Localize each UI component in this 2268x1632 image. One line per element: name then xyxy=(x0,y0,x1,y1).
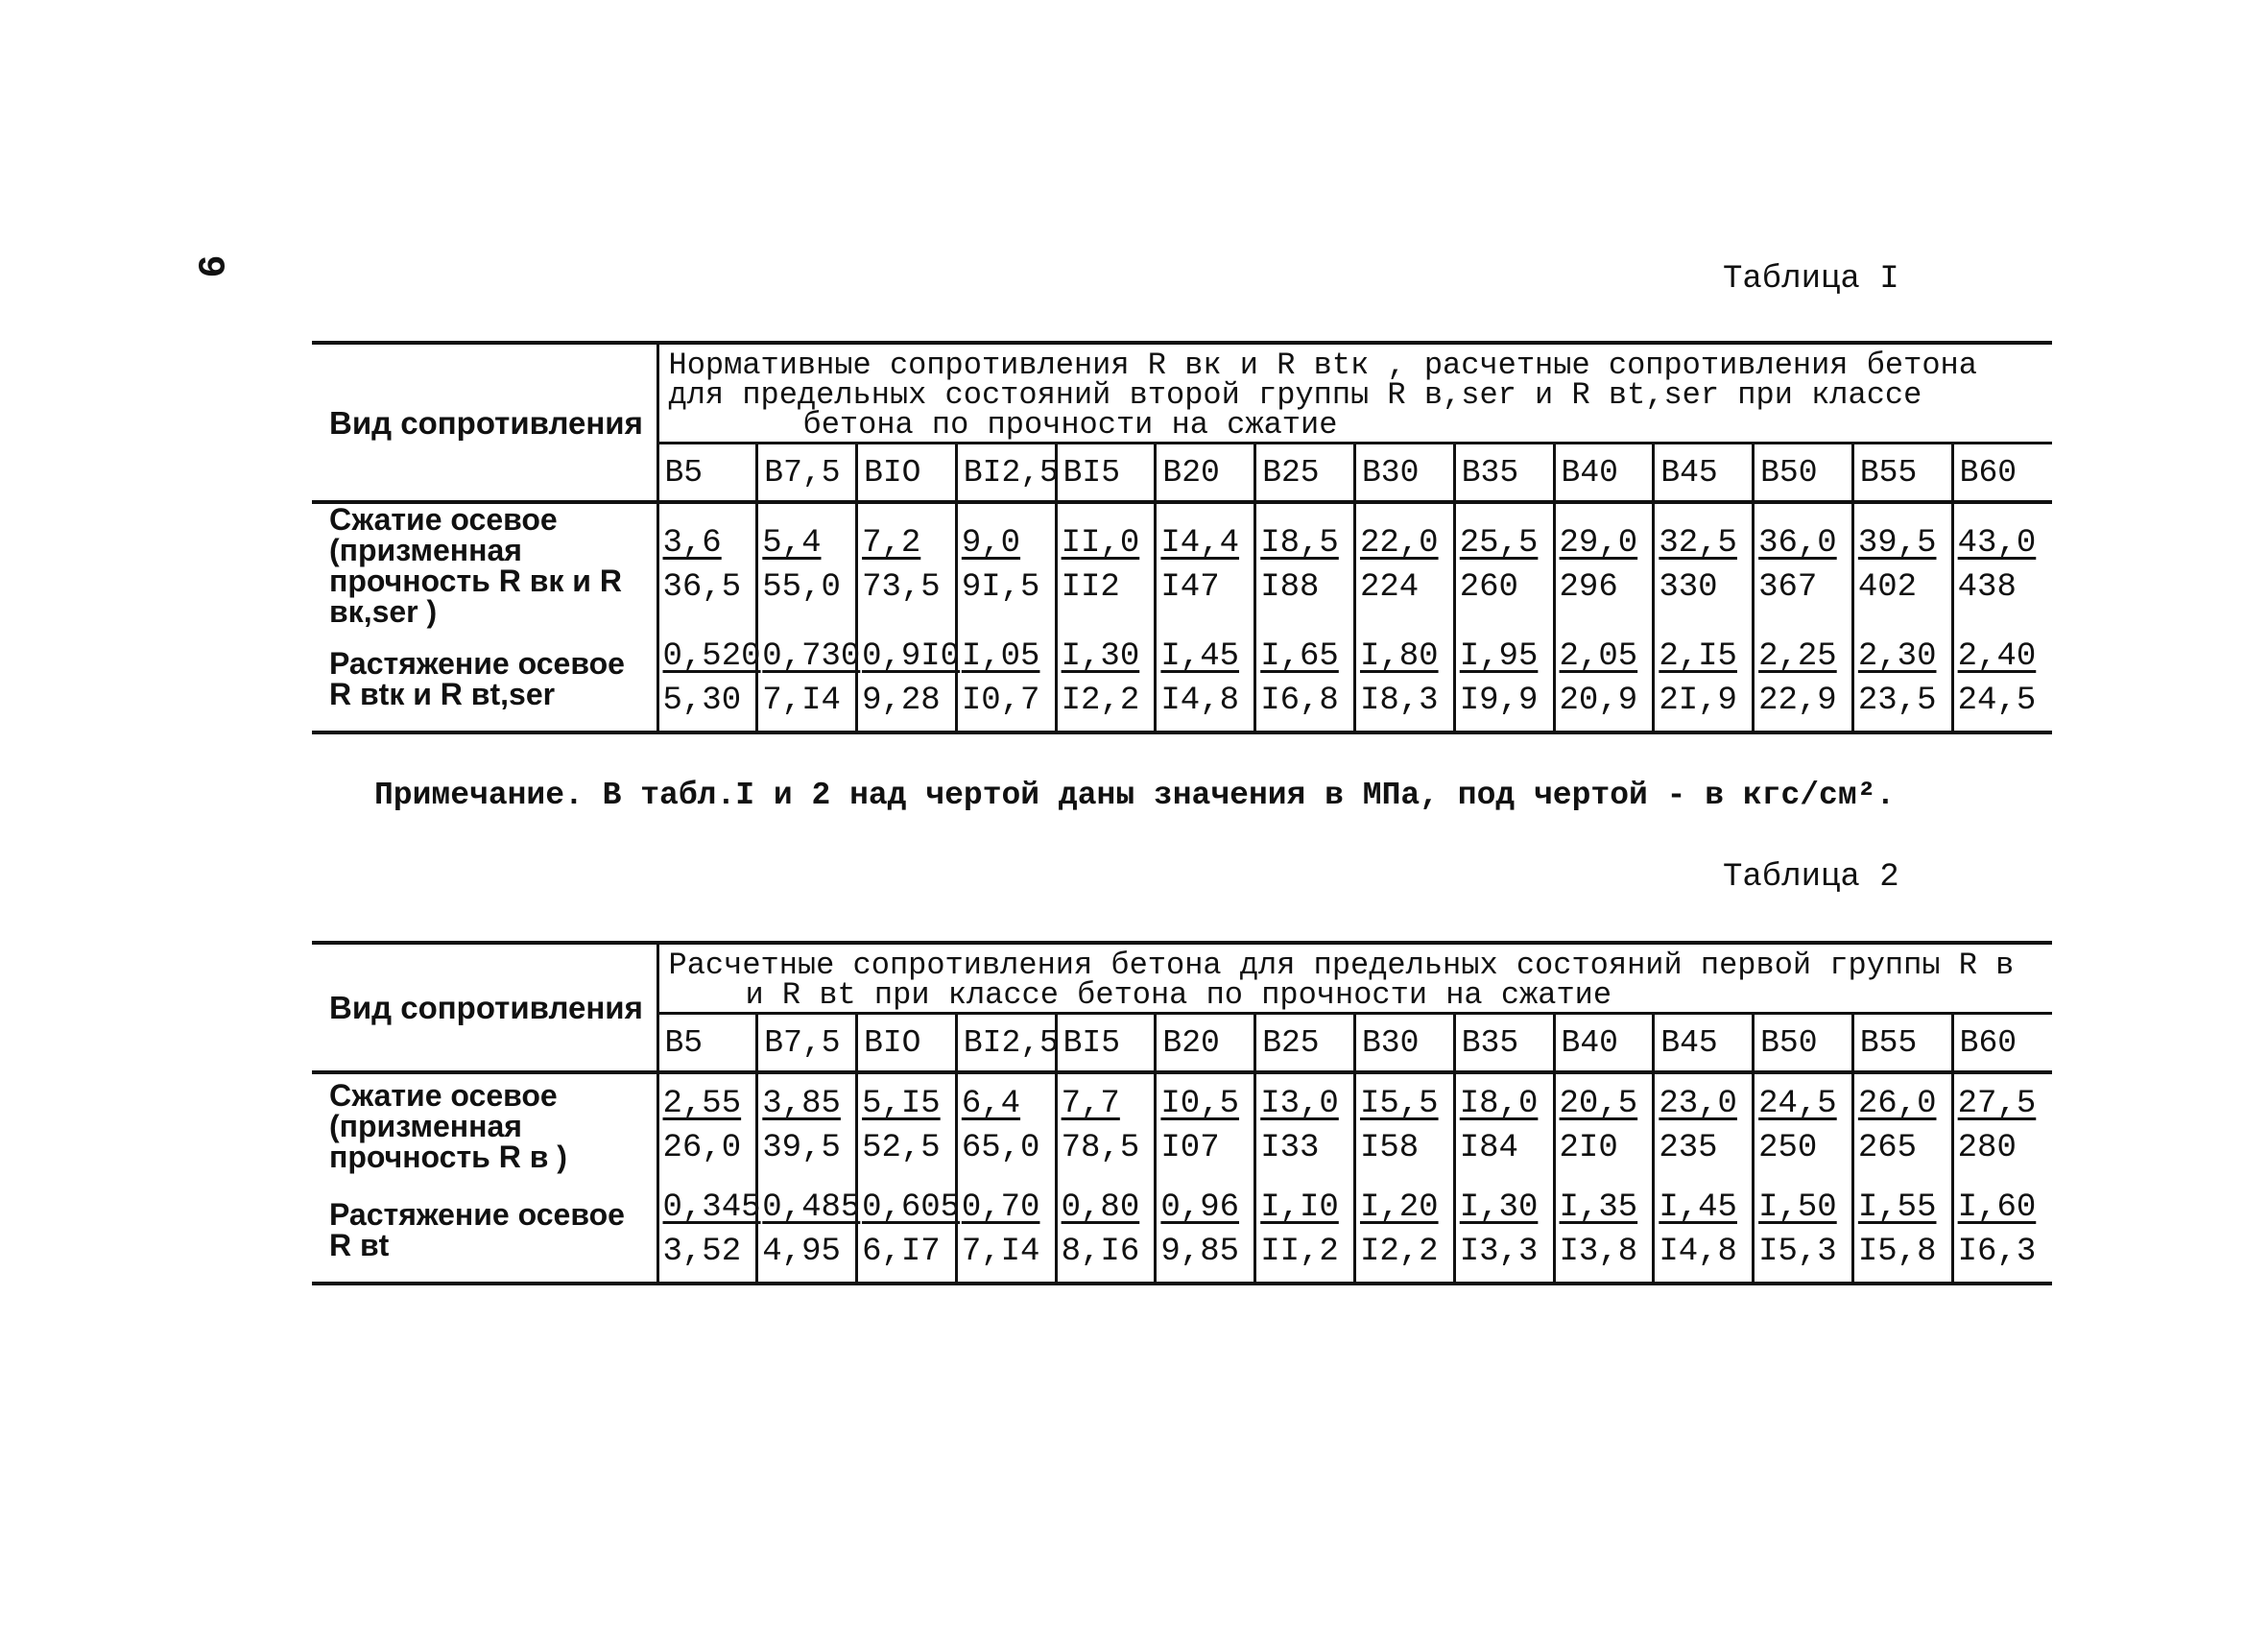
value-kgf: 402 xyxy=(1857,569,1918,606)
value-mpa: 26,0 xyxy=(1857,1086,1937,1122)
value-mpa: I4,4 xyxy=(1160,525,1240,562)
value-kgf: I6,3 xyxy=(1957,1234,2037,1270)
value-kgf: I33 xyxy=(1260,1130,1320,1166)
grade-cell: В40 xyxy=(1554,1014,1654,1073)
table1-row-label: Растяжение осевое R вtк и R вt,ser xyxy=(312,627,657,732)
value-kgf: 24,5 xyxy=(1957,683,2037,719)
value-mpa: I3,0 xyxy=(1260,1086,1339,1122)
value-cell xyxy=(657,502,757,627)
value-mpa: 5,4 xyxy=(762,525,822,562)
value-kgf: 7,I4 xyxy=(961,1234,1040,1270)
value-kgf: 26,0 xyxy=(662,1130,742,1166)
value-cell xyxy=(1754,502,1853,627)
value-kgf: 260 xyxy=(1459,569,1518,606)
value-cell xyxy=(1354,1178,1454,1284)
value-mpa: 27,5 xyxy=(1957,1086,2037,1122)
value-kgf: I5,3 xyxy=(1758,1234,1837,1270)
value-kgf: 39,5 xyxy=(762,1130,841,1166)
value-kgf: II,2 xyxy=(1260,1234,1339,1270)
value-cell xyxy=(1852,1072,1952,1178)
value-kgf: I4,8 xyxy=(1659,1234,1737,1270)
value-cell xyxy=(1156,1072,1255,1178)
value-cell xyxy=(1156,1178,1255,1284)
value-cell xyxy=(857,1072,957,1178)
value-cell xyxy=(956,502,1056,627)
table-note: Примечание. В табл.I и 2 над чертой даны значения в МПа, под чертой - в кгс/см². xyxy=(374,778,1896,813)
value-cell xyxy=(657,1178,761,1284)
value-mpa: 2,55 xyxy=(662,1086,742,1122)
value-cell xyxy=(1654,1178,1754,1284)
value-cell xyxy=(1952,1178,2052,1284)
value-kgf: 78,5 xyxy=(1061,1130,1140,1166)
page-number: 9 xyxy=(186,254,230,278)
value-cell xyxy=(1255,627,1355,732)
grade-cell: В5 xyxy=(657,1014,757,1073)
table1-row-tension xyxy=(312,627,2052,732)
grade-cell: В50 xyxy=(1754,444,1853,503)
value-mpa: I,45 xyxy=(1160,638,1240,675)
value-kgf: 3,52 xyxy=(662,1234,742,1270)
value-cell xyxy=(1554,1178,1654,1284)
value-cell xyxy=(1754,1072,1853,1178)
grade-cell: ВI2,5 xyxy=(956,1014,1056,1073)
value-kgf: I9,9 xyxy=(1459,683,1539,719)
value-kgf: 65,0 xyxy=(961,1130,1040,1166)
value-cell xyxy=(857,1178,961,1284)
value-mpa: 7,2 xyxy=(862,525,921,562)
value-kgf: I3,3 xyxy=(1459,1234,1539,1270)
value-mpa: I,95 xyxy=(1459,638,1539,675)
value-cell xyxy=(1354,502,1454,627)
value-kgf: 73,5 xyxy=(862,569,941,606)
value-mpa: 9,0 xyxy=(961,525,1021,562)
value-kgf: 52,5 xyxy=(862,1130,941,1166)
value-cell xyxy=(1852,1178,1952,1284)
value-kgf: I88 xyxy=(1260,569,1320,606)
value-cell xyxy=(1754,627,1853,732)
value-cell xyxy=(657,1072,757,1178)
value-cell xyxy=(1554,1072,1654,1178)
value-cell xyxy=(1056,627,1156,732)
value-cell xyxy=(1454,1072,1554,1178)
value-mpa: 3,85 xyxy=(762,1086,841,1122)
value-kgf: 2I,9 xyxy=(1659,683,1737,719)
grade-cell: ВIO xyxy=(857,1014,957,1073)
value-cell xyxy=(1156,502,1255,627)
grade-cell: В35 xyxy=(1454,444,1554,503)
table1-header-line1: Нормативные сопротивления R вк и R вtк , расчетные сопротивления бетона xyxy=(668,348,1977,383)
value-mpa: 2,I5 xyxy=(1659,638,1737,675)
value-mpa: 32,5 xyxy=(1659,525,1737,562)
value-kgf: I58 xyxy=(1359,1130,1420,1166)
value-kgf: 8,I6 xyxy=(1061,1234,1140,1270)
grade-cell: В5 xyxy=(657,444,757,503)
table2-header-line2: и R вt при классе бетона по прочности на сжатие xyxy=(745,977,1612,1013)
value-cell xyxy=(1454,502,1554,627)
value-cell xyxy=(757,627,861,732)
value-kgf: 235 xyxy=(1659,1130,1718,1166)
value-cell xyxy=(857,502,957,627)
value-cell xyxy=(1852,502,1952,627)
table2 xyxy=(312,941,2052,1285)
table1-kind-header: Вид сопротивления xyxy=(312,343,657,502)
table2-row-tension xyxy=(312,1178,2052,1284)
value-cell xyxy=(857,627,961,732)
value-kgf: I5,8 xyxy=(1857,1234,1937,1270)
value-kgf: I3,8 xyxy=(1559,1234,1638,1270)
value-mpa: 7,7 xyxy=(1061,1086,1120,1122)
grade-cell: В60 xyxy=(1952,444,2052,503)
grade-cell: В20 xyxy=(1156,444,1255,503)
table1-caption: Таблица I xyxy=(1723,261,1899,298)
value-cell xyxy=(1554,627,1654,732)
value-mpa: II,0 xyxy=(1061,525,1140,562)
value-mpa: I8,0 xyxy=(1459,1086,1539,1122)
value-kgf: 250 xyxy=(1758,1130,1818,1166)
value-kgf: 9,28 xyxy=(862,683,941,719)
value-mpa: 2,40 xyxy=(1957,638,2037,675)
value-cell xyxy=(1654,1072,1754,1178)
value-cell xyxy=(1255,1178,1355,1284)
value-cell xyxy=(956,1072,1056,1178)
value-kgf: I0,7 xyxy=(961,683,1040,719)
value-cell xyxy=(1156,627,1255,732)
value-cell xyxy=(956,627,1056,732)
value-mpa: 5,I5 xyxy=(862,1086,941,1122)
value-cell xyxy=(1255,502,1355,627)
value-mpa: 20,5 xyxy=(1559,1086,1638,1122)
value-cell xyxy=(1354,1072,1454,1178)
grade-cell: В40 xyxy=(1554,444,1654,503)
value-cell xyxy=(956,1178,1056,1284)
value-mpa: I,35 xyxy=(1559,1189,1638,1226)
value-kgf: 9,85 xyxy=(1160,1234,1240,1270)
value-mpa: 22,0 xyxy=(1359,525,1439,562)
value-kgf: 224 xyxy=(1359,569,1420,606)
value-mpa: I,65 xyxy=(1260,638,1339,675)
value-mpa: 24,5 xyxy=(1758,1086,1837,1122)
value-mpa: I,45 xyxy=(1659,1189,1737,1226)
value-kgf: 280 xyxy=(1957,1130,2017,1166)
value-kgf: 6,I7 xyxy=(862,1234,941,1270)
value-mpa: 2,05 xyxy=(1559,638,1638,675)
grade-cell: В7,5 xyxy=(757,444,857,503)
table1-header xyxy=(657,343,2052,444)
value-cell xyxy=(1554,502,1654,627)
value-kgf: I47 xyxy=(1160,569,1220,606)
table2-caption: Таблица 2 xyxy=(1723,859,1899,896)
table2-kind-header: Вид сопротивления xyxy=(312,943,657,1072)
grade-cell: В55 xyxy=(1852,1014,1952,1073)
grade-cell: В30 xyxy=(1354,1014,1454,1073)
table2-row-label: Растяжение осевое R вt xyxy=(312,1178,657,1284)
value-kgf: 2I0 xyxy=(1559,1130,1618,1166)
value-mpa: 36,0 xyxy=(1758,525,1837,562)
value-mpa: I,I0 xyxy=(1260,1189,1339,1226)
value-cell xyxy=(1952,502,2052,627)
value-mpa: 25,5 xyxy=(1459,525,1539,562)
grade-cell: В30 xyxy=(1354,444,1454,503)
value-mpa: I,30 xyxy=(1459,1189,1539,1226)
value-mpa: I,80 xyxy=(1359,638,1439,675)
value-kgf: 4,95 xyxy=(762,1234,841,1270)
grade-cell: ВIO xyxy=(857,444,957,503)
value-cell xyxy=(1852,627,1952,732)
value-mpa: I,30 xyxy=(1061,638,1140,675)
grade-cell: В45 xyxy=(1654,1014,1754,1073)
value-kgf: 330 xyxy=(1659,569,1718,606)
value-mpa: I0,5 xyxy=(1160,1086,1240,1122)
value-cell xyxy=(1354,627,1454,732)
value-mpa: I,55 xyxy=(1857,1189,1937,1226)
value-cell xyxy=(757,1178,861,1284)
value-mpa: 6,4 xyxy=(961,1086,1021,1122)
value-cell xyxy=(1056,502,1156,627)
value-cell xyxy=(1952,1072,2052,1178)
value-cell xyxy=(757,1072,857,1178)
table2-row-label: Сжатие осевое (призменная прочность R в ) xyxy=(312,1072,657,1178)
value-kgf: 7,I4 xyxy=(762,683,841,719)
grade-cell: В7,5 xyxy=(757,1014,857,1073)
value-kgf: I4,8 xyxy=(1160,683,1240,719)
table2-row-compression xyxy=(312,1072,2052,1178)
value-mpa: 3,6 xyxy=(662,525,722,562)
value-mpa: 2,30 xyxy=(1857,638,1937,675)
value-kgf: I8,3 xyxy=(1359,683,1439,719)
value-kgf: 5,30 xyxy=(662,683,742,719)
grade-cell: В25 xyxy=(1255,1014,1355,1073)
value-kgf: 20,9 xyxy=(1559,683,1638,719)
value-kgf: I07 xyxy=(1160,1130,1220,1166)
table1-header-line3: бетона по прочности на сжатие xyxy=(802,407,1338,443)
value-mpa: I8,5 xyxy=(1260,525,1339,562)
value-mpa: 2,25 xyxy=(1758,638,1837,675)
value-kgf: I2,2 xyxy=(1359,1234,1439,1270)
value-cell xyxy=(1952,627,2052,732)
value-kgf: 55,0 xyxy=(762,569,841,606)
table1-row-label: Сжатие осевое (призменная прочность R вк и R вк,ser ) xyxy=(312,502,657,627)
value-kgf: 9I,5 xyxy=(961,569,1040,606)
value-mpa: 0,9I0 xyxy=(862,638,961,675)
value-cell xyxy=(1255,1072,1355,1178)
grade-cell: В60 xyxy=(1952,1014,2052,1073)
value-mpa: 0,345 xyxy=(662,1189,761,1226)
value-cell xyxy=(1056,1072,1156,1178)
grade-cell: В50 xyxy=(1754,1014,1853,1073)
grade-cell: В35 xyxy=(1454,1014,1554,1073)
value-cell xyxy=(1454,627,1554,732)
value-cell xyxy=(1654,502,1754,627)
value-mpa: I,20 xyxy=(1359,1189,1439,1226)
value-kgf: 265 xyxy=(1857,1130,1918,1166)
value-cell xyxy=(1454,1178,1554,1284)
value-kgf: II2 xyxy=(1061,569,1120,606)
value-cell xyxy=(657,627,761,732)
table1 xyxy=(312,341,2052,734)
value-kgf: 36,5 xyxy=(662,569,742,606)
value-cell xyxy=(1056,1178,1156,1284)
value-cell xyxy=(757,502,857,627)
value-mpa: I5,5 xyxy=(1359,1086,1439,1122)
table1-row-compression xyxy=(312,502,2052,627)
grade-cell: ВI5 xyxy=(1056,1014,1156,1073)
value-kgf: 296 xyxy=(1559,569,1618,606)
value-mpa: 0,730 xyxy=(762,638,861,675)
value-mpa: 0,605 xyxy=(862,1189,961,1226)
value-mpa: 43,0 xyxy=(1957,525,2037,562)
table2-header-line1: Расчетные сопротивления бетона для предельных состояний первой группы R в xyxy=(668,948,2015,983)
value-mpa: I,05 xyxy=(961,638,1040,675)
value-cell xyxy=(1754,1178,1853,1284)
grade-cell: В45 xyxy=(1654,444,1754,503)
value-kgf: I84 xyxy=(1459,1130,1518,1166)
grade-cell: В55 xyxy=(1852,444,1952,503)
grade-cell: В20 xyxy=(1156,1014,1255,1073)
value-kgf: 367 xyxy=(1758,569,1818,606)
value-kgf: I2,2 xyxy=(1061,683,1140,719)
value-kgf: 438 xyxy=(1957,569,2017,606)
value-mpa: 39,5 xyxy=(1857,525,1937,562)
grade-cell: ВI5 xyxy=(1056,444,1156,503)
value-mpa: 0,485 xyxy=(762,1189,861,1226)
value-mpa: 23,0 xyxy=(1659,1086,1737,1122)
value-kgf: 23,5 xyxy=(1857,683,1937,719)
value-kgf: I6,8 xyxy=(1260,683,1339,719)
value-mpa: 0,80 xyxy=(1061,1189,1140,1226)
value-cell xyxy=(1654,627,1754,732)
value-mpa: I,60 xyxy=(1957,1189,2037,1226)
value-kgf: 22,9 xyxy=(1758,683,1837,719)
value-mpa: 0,96 xyxy=(1160,1189,1240,1226)
value-mpa: I,50 xyxy=(1758,1189,1837,1226)
table1-header-line2: для предельных состояний второй группы R в,ser и R вt,ser при классе xyxy=(668,377,1922,413)
value-mpa: 29,0 xyxy=(1559,525,1638,562)
table2-header xyxy=(657,943,2052,1014)
grade-cell: В25 xyxy=(1255,444,1355,503)
grade-cell: ВI2,5 xyxy=(956,444,1056,503)
value-mpa: 0,70 xyxy=(961,1189,1040,1226)
value-mpa: 0,520 xyxy=(662,638,761,675)
